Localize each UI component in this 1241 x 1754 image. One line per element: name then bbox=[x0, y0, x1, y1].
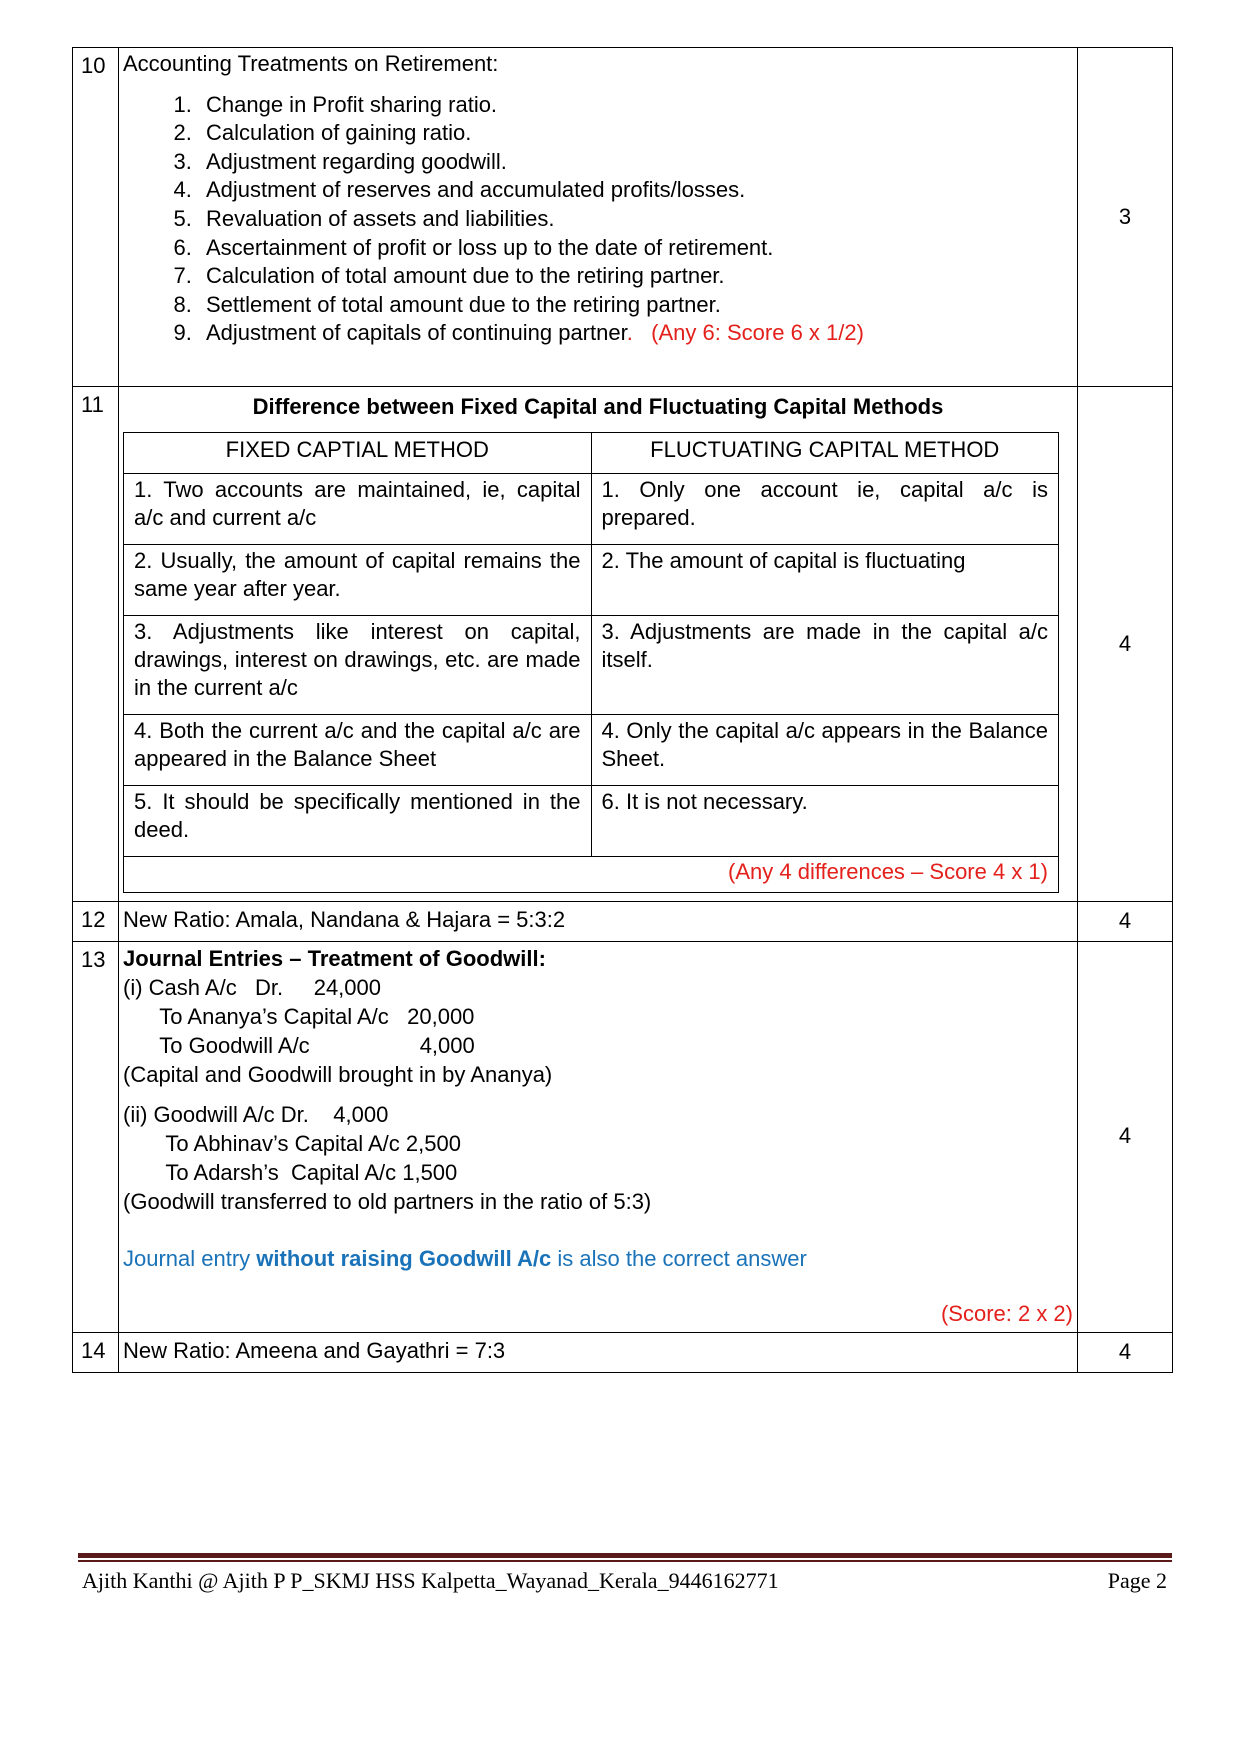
table-row bbox=[124, 473, 1059, 544]
score-cell: 4 bbox=[1078, 387, 1173, 902]
list-item: 7. Calculation of total amount due to the retiring partner. bbox=[198, 262, 1073, 291]
journal-line: To Goodwill A/c 4,000 bbox=[123, 1032, 475, 1058]
page-number: Page 2 bbox=[1107, 1568, 1167, 1593]
score-note: (Any 4 differences – Score 4 x 1) bbox=[124, 856, 1059, 892]
question-row-12 bbox=[73, 901, 1173, 941]
fixed-cell: 2. Usually, the amount of capital remains the same year after year. bbox=[124, 544, 592, 615]
footer-author: Ajith Kanthi @ Ajith P P_SKMJ HSS Kalpetta_Wayanad_Kerala_9446162771 bbox=[82, 1568, 779, 1593]
journal-line: (i) Cash A/c Dr. 24,000 bbox=[123, 974, 381, 1000]
list-item: 2. Calculation of gaining ratio. bbox=[198, 119, 1073, 148]
question-content bbox=[119, 387, 1078, 902]
fixed-cell: 5. It should be specifically mentioned in the deed. bbox=[124, 785, 592, 856]
table-score-row bbox=[124, 856, 1059, 892]
list-item: 5. Revaluation of assets and liabilities. bbox=[198, 205, 1073, 234]
comparison-heading: Difference between Fixed Capital and Fluctuating Capital Methods bbox=[252, 394, 944, 419]
journal-narration: (Goodwill transferred to old partners in the ratio of 5:3) bbox=[123, 1188, 652, 1214]
fixed-cell: 3. Adjustments like interest on capital, drawings, interest on drawings, etc. are made in the current a/c bbox=[124, 615, 592, 714]
question-row-14 bbox=[73, 1332, 1173, 1372]
journal-line: To Ananya’s Capital A/c 20,000 bbox=[123, 1003, 475, 1029]
footer-rule-thin bbox=[78, 1560, 1172, 1562]
question-content bbox=[119, 941, 1078, 1332]
answer-key-table bbox=[72, 47, 1173, 1373]
table-row bbox=[124, 544, 1059, 615]
score-cell: 4 bbox=[1078, 901, 1173, 941]
retirement-treatments-list bbox=[123, 91, 1073, 348]
table-row bbox=[124, 615, 1059, 714]
question-number: 13 bbox=[73, 941, 119, 1332]
table-row bbox=[124, 714, 1059, 785]
list-item-end: . bbox=[626, 320, 633, 346]
question-number: 10 bbox=[73, 48, 119, 387]
list-item-text: Adjustment of capitals of continuing partner bbox=[206, 320, 627, 346]
journal-narration: (Capital and Goodwill brought in by Ananya) bbox=[123, 1061, 553, 1087]
capital-methods-table bbox=[123, 432, 1059, 893]
journal-heading: Journal Entries – Treatment of Goodwill: bbox=[123, 945, 546, 971]
question-content: New Ratio: Ameena and Gayathri = 7:3 bbox=[119, 1332, 1078, 1372]
fixed-cell: 1. Two accounts are maintained, ie, capital a/c and current a/c bbox=[124, 473, 592, 544]
question-content: New Ratio: Amala, Nandana & Hajara = 5:3:2 bbox=[119, 901, 1078, 941]
score-note: (Any 6: Score 6 x 1/2) bbox=[651, 320, 864, 346]
table-header-row bbox=[124, 432, 1059, 473]
alternative-answer-note: Journal entry without raising Goodwill A/c is also the correct answer bbox=[123, 1245, 807, 1271]
fluctuating-cell: 6. It is not necessary. bbox=[591, 785, 1059, 856]
score-cell: 4 bbox=[1078, 1332, 1173, 1372]
list-item bbox=[198, 319, 1073, 348]
fixed-cell: 4. Both the current a/c and the capital a/c are appeared in the Balance Sheet bbox=[124, 714, 592, 785]
fluctuating-cell: 1. Only one account ie, capital a/c is prepared. bbox=[591, 473, 1059, 544]
column-header-fixed: FIXED CAPTIAL METHOD bbox=[124, 432, 592, 473]
footer-rule bbox=[78, 1553, 1172, 1558]
list-item: 6. Ascertainment of profit or loss up to the date of retirement. bbox=[198, 234, 1073, 263]
question-number: 14 bbox=[73, 1332, 119, 1372]
journal-line: (ii) Goodwill A/c Dr. 4,000 bbox=[123, 1101, 389, 1127]
fluctuating-cell: 3. Adjustments are made in the capital a/c itself. bbox=[591, 615, 1059, 714]
table-row bbox=[124, 785, 1059, 856]
question-row-11 bbox=[73, 387, 1173, 902]
list-item: 8. Settlement of total amount due to the retiring partner. bbox=[198, 291, 1073, 320]
list-item: 4. Adjustment of reserves and accumulated profits/losses. bbox=[198, 176, 1073, 205]
journal-line: To Abhinav’s Capital A/c 2,500 bbox=[123, 1130, 461, 1156]
fluctuating-cell: 2. The amount of capital is fluctuating bbox=[591, 544, 1059, 615]
score-note: (Score: 2 x 2) bbox=[940, 1300, 1073, 1326]
question-number: 12 bbox=[73, 901, 119, 941]
list-item: 3. Adjustment regarding goodwill. bbox=[198, 148, 1073, 177]
column-header-fluctuating: FLUCTUATING CAPITAL METHOD bbox=[591, 432, 1059, 473]
list-item: 1. Change in Profit sharing ratio. bbox=[198, 91, 1073, 120]
score-cell: 4 bbox=[1078, 941, 1173, 1332]
question-row-13 bbox=[73, 941, 1173, 1332]
journal-line: To Adarsh’s Capital A/c 1,500 bbox=[123, 1159, 458, 1185]
question-number: 11 bbox=[73, 387, 119, 902]
question-row-10 bbox=[73, 48, 1173, 387]
question-content bbox=[119, 48, 1078, 387]
fluctuating-cell: 4. Only the capital a/c appears in the Balance Sheet. bbox=[591, 714, 1059, 785]
score-cell: 3 bbox=[1078, 48, 1173, 387]
question-title: Accounting Treatments on Retirement: bbox=[123, 51, 499, 76]
